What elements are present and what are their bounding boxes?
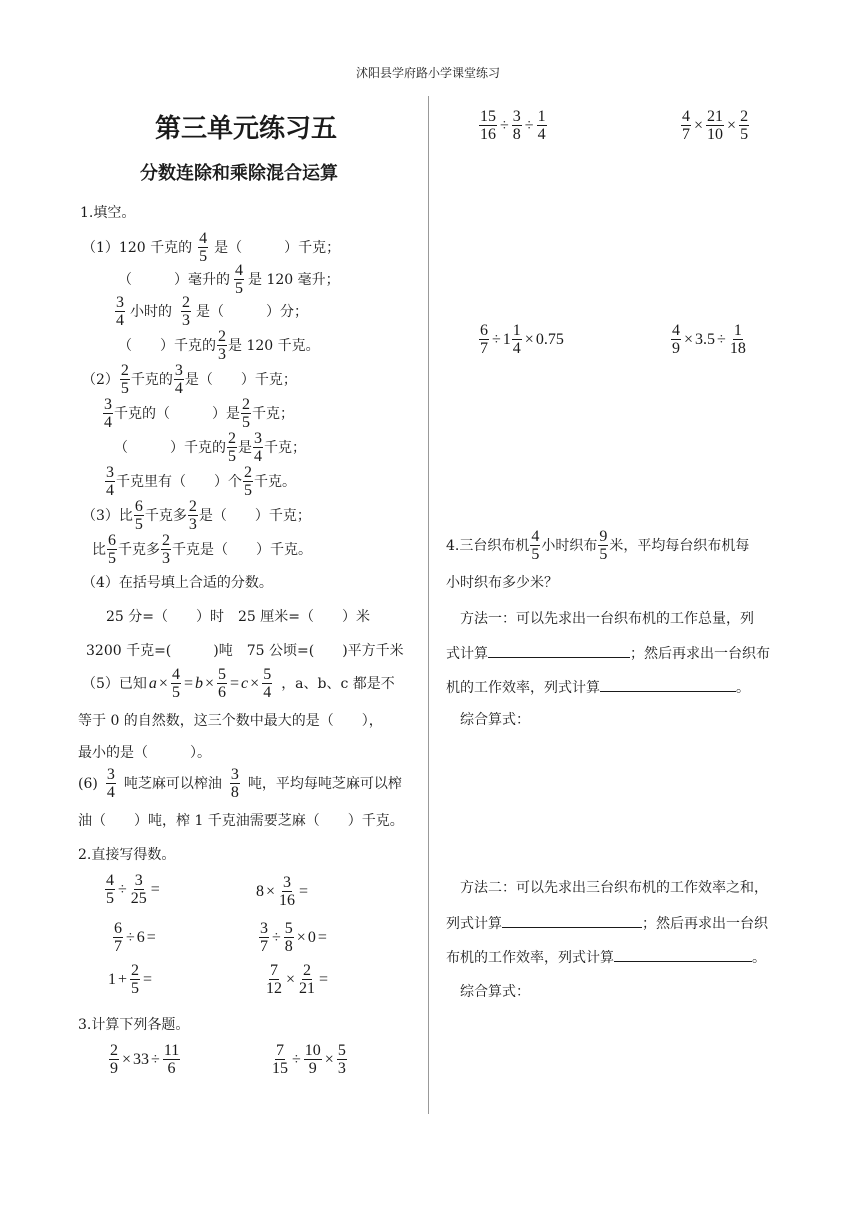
numerator: 3	[106, 766, 115, 783]
numerator: 6	[108, 532, 116, 549]
denominator: 5	[106, 890, 114, 907]
page-title: 第三单元练习五	[155, 114, 338, 144]
denominator: 8	[284, 938, 293, 955]
denominator: 3	[162, 550, 170, 567]
fraction	[188, 498, 198, 533]
number: 3.5	[695, 330, 716, 348]
fraction	[217, 328, 227, 363]
divide-sign: ÷	[272, 928, 281, 946]
answer-blank[interactable]	[502, 913, 642, 928]
denominator: 5	[199, 248, 208, 265]
answer-blank[interactable]	[600, 677, 736, 692]
denominator: 5	[120, 380, 129, 397]
fraction	[227, 430, 237, 465]
equals-sign: =	[150, 880, 160, 898]
text: 是	[238, 439, 252, 456]
fraction	[171, 666, 181, 701]
numerator: 1	[733, 322, 742, 339]
text: 千克。	[254, 473, 296, 490]
numerator: 3	[254, 430, 262, 447]
denominator: 5	[242, 414, 250, 431]
fraction	[598, 528, 608, 563]
q1-line-11: （4）在括号填上合适的分数。	[82, 575, 273, 591]
numerator: 2	[162, 532, 170, 549]
q4-method2-combined: 综合算式：	[460, 984, 530, 1000]
text: 千克多	[144, 507, 187, 524]
denominator: 21	[299, 980, 316, 997]
numerator: 1	[512, 322, 521, 339]
q1-line-14	[82, 666, 395, 701]
denominator: 4	[106, 784, 115, 801]
denominator: 16	[480, 126, 496, 143]
denominator: 10	[707, 126, 724, 143]
equals-sign: =	[146, 928, 156, 946]
q2-expression-2	[256, 874, 310, 909]
numerator: 4	[682, 108, 690, 125]
times-sign: ×	[266, 882, 276, 900]
fraction	[337, 1042, 347, 1077]
text: 吨，平均每吨芝麻可以榨	[247, 775, 402, 792]
denominator: 5	[531, 546, 540, 563]
numerator: 2	[242, 396, 250, 413]
number: 0	[307, 928, 316, 946]
denominator: 4	[104, 414, 112, 431]
text: 吨芝麻可以榨油	[123, 775, 222, 792]
q4-method2-line1: 方法二：可以先求出三台织布机的工作效率之和，	[460, 880, 768, 896]
denominator: 6	[167, 1060, 176, 1077]
numerator: 15	[480, 108, 496, 125]
numerator: 3	[230, 766, 239, 783]
denominator: 6	[218, 684, 227, 701]
q1-line-16: 最小的是（ ）。	[78, 745, 211, 761]
numerator: 4	[531, 528, 540, 545]
plus-sign: +	[118, 970, 128, 988]
text: 千克是（ ）千克。	[172, 541, 312, 558]
q3-expression-4	[680, 108, 750, 143]
numerator: 6	[114, 920, 122, 937]
fraction	[115, 294, 125, 329]
fraction	[262, 666, 272, 701]
denominator: 5	[134, 516, 143, 533]
fraction	[161, 532, 171, 567]
numerator: 2	[218, 328, 226, 345]
fraction	[106, 766, 116, 801]
fraction	[181, 294, 191, 329]
times-sign: ×	[122, 1050, 132, 1068]
numerator: 3	[116, 294, 124, 311]
q3-expression-5	[478, 322, 564, 357]
q1-line-4	[118, 328, 320, 363]
text: 千克的（ ）是	[114, 405, 240, 422]
number: 33	[133, 1050, 150, 1068]
q1-heading: 1.填空。	[80, 205, 136, 221]
denominator: 16	[279, 892, 296, 909]
denominator: 9	[308, 1060, 317, 1077]
fraction	[234, 262, 244, 297]
numerator: 1	[537, 108, 546, 125]
fraction	[230, 766, 240, 801]
text: 。	[736, 680, 750, 696]
fraction	[105, 872, 115, 907]
q4-method2-line3	[446, 947, 766, 967]
numerator: 9	[599, 528, 608, 545]
times-sign: ×	[204, 674, 215, 692]
denominator: 4	[174, 380, 183, 397]
q4-method2-line2	[446, 913, 768, 933]
denominator: 12	[266, 980, 282, 997]
denominator: 7	[682, 126, 690, 143]
q4-line-1	[446, 528, 749, 563]
fraction	[278, 874, 296, 909]
fraction	[103, 396, 113, 431]
q1-line-1	[82, 230, 340, 265]
text: 列式计算	[446, 916, 502, 932]
fraction	[681, 108, 691, 143]
numerator: 3	[174, 362, 183, 379]
numerator: 2	[131, 962, 140, 979]
numerator: 7	[270, 962, 278, 979]
numerator: 2	[110, 1042, 118, 1059]
denominator: 3	[337, 1060, 346, 1077]
numerator: 5	[337, 1042, 346, 1059]
equals-sign: =	[317, 928, 327, 946]
times-sign: ×	[524, 330, 534, 348]
denominator: 4	[263, 684, 272, 701]
text: 比	[92, 541, 106, 558]
q2-expression-1	[104, 872, 162, 907]
text: （1）120 千克的	[82, 239, 193, 256]
divide-sign: ÷	[492, 330, 501, 348]
number: 0.75	[535, 330, 564, 348]
text: （2）	[82, 371, 119, 388]
fraction	[479, 322, 489, 357]
q3-expression-2	[270, 1042, 348, 1077]
numerator: 5	[263, 666, 272, 683]
divide-sign: ÷	[126, 928, 135, 946]
text: 机的工作效率，列式计算	[446, 680, 600, 696]
text: 千克；	[264, 439, 306, 456]
fraction	[729, 322, 747, 357]
divide-sign: ÷	[717, 330, 726, 348]
numerator: 11	[163, 1042, 180, 1059]
variable-a: a	[148, 674, 157, 692]
fraction	[241, 396, 251, 431]
text: 是（ ）千克；	[214, 239, 341, 256]
q4-line-2: 小时织布多少米？	[446, 575, 558, 591]
denominator: 5	[131, 980, 140, 997]
q4-method1-combined: 综合算式：	[460, 712, 530, 728]
numerator: 6	[134, 498, 143, 515]
denominator: 7	[260, 938, 268, 955]
divide-sign: ÷	[118, 880, 127, 898]
denominator: 5	[108, 550, 116, 567]
q1-line-17	[78, 766, 402, 801]
q4-method1-line1: 方法一：可以先求出一台织布机的工作总量，列	[460, 611, 754, 627]
text: （3）比	[82, 507, 133, 524]
text: 4.三台织布机	[446, 537, 530, 554]
denominator: 7	[480, 340, 488, 357]
q1-line-8	[104, 464, 296, 499]
denominator: 18	[729, 340, 746, 357]
fraction	[120, 362, 130, 397]
number: 1	[108, 970, 116, 988]
denominator: 9	[110, 1060, 118, 1077]
fraction	[512, 108, 522, 143]
text: ；然后再求出一台织	[642, 916, 768, 932]
numerator: 6	[480, 322, 488, 339]
text: 是 120 千克。	[228, 337, 320, 354]
numerator: 7	[276, 1042, 284, 1059]
fraction	[253, 430, 263, 465]
whole-part: 1	[502, 330, 511, 348]
denominator: 25	[130, 890, 147, 907]
text: 小时织布	[541, 537, 598, 554]
q2-expression-3	[112, 920, 158, 955]
text: （ ）毫升的	[118, 271, 230, 288]
fraction	[130, 872, 148, 907]
denominator: 5	[599, 546, 608, 563]
q1-line-15: 等于 0 的自然数，这三个数中最大的是（ ），	[78, 713, 383, 729]
denominator: 5	[235, 280, 243, 297]
divide-sign: ÷	[500, 116, 509, 134]
denominator: 8	[230, 784, 239, 801]
numerator: 3	[283, 874, 292, 891]
numerator: 3	[106, 464, 114, 481]
fraction	[243, 464, 253, 499]
fraction	[259, 920, 269, 955]
fraction	[537, 108, 547, 143]
q1-line-12: 25 分=（ ）时 25 厘米=（ ）米	[106, 609, 370, 625]
fraction	[530, 528, 540, 563]
times-sign: ×	[158, 674, 168, 692]
numerator: 3	[260, 920, 268, 937]
page-subtitle: 分数连除和乘除混合运算	[140, 163, 338, 184]
numerator: 21	[707, 108, 724, 125]
q1-line-18: 油（ ）吨，榨 1 千克油需要芝麻（ ）千克。	[78, 813, 404, 829]
denominator: 4	[116, 312, 124, 329]
times-sign: ×	[684, 330, 694, 348]
q2-heading: 2.直接写得数。	[78, 847, 176, 863]
mixed-number	[503, 322, 523, 357]
numerator: 4	[171, 666, 180, 683]
fraction	[113, 920, 123, 955]
text: (6)	[78, 775, 98, 792]
variable-c: c	[241, 674, 249, 692]
q1-line-9	[82, 498, 311, 533]
fraction	[271, 1042, 289, 1077]
q1-line-10	[92, 532, 312, 567]
denominator: 8	[512, 126, 521, 143]
text: 是（ ）分；	[196, 303, 308, 320]
variable-b: b	[194, 674, 203, 692]
denominator: 15	[272, 1060, 288, 1077]
fraction	[217, 666, 227, 701]
numerator: 3	[104, 396, 112, 413]
text: 千克的	[130, 371, 173, 388]
numerator: 4	[106, 872, 114, 889]
denominator: 5	[244, 482, 252, 499]
numerator: 4	[199, 230, 208, 247]
q3-heading: 3.计算下列各题。	[78, 1017, 190, 1033]
numerator: 2	[244, 464, 252, 481]
denominator: 4	[537, 126, 546, 143]
q3-expression-3	[478, 108, 548, 143]
q1-line-7	[114, 430, 306, 465]
page-header: 沭阳县学府路小学课堂练习	[356, 66, 501, 80]
fraction	[105, 464, 115, 499]
denominator: 5	[228, 448, 236, 465]
denominator: 4	[254, 448, 262, 465]
q3-expression-6	[670, 322, 748, 357]
equals-sign: =	[230, 674, 240, 692]
times-sign: ×	[727, 116, 737, 134]
q1-line-13: 3200 千克=( )吨 75 公顷=( )平方千米	[86, 643, 404, 659]
numerator: 5	[284, 920, 293, 937]
denominator: 3	[188, 516, 197, 533]
text: 布机的工作效率，列式计算	[446, 950, 614, 966]
equals-sign: =	[143, 970, 153, 988]
numerator: 2	[188, 498, 197, 515]
number: 8	[256, 882, 264, 900]
numerator: 2	[740, 108, 749, 125]
q1-line-5	[82, 362, 297, 397]
numerator: 5	[218, 666, 227, 683]
denominator: 9	[672, 340, 680, 357]
numerator: 2	[228, 430, 236, 447]
q3-expression-1	[108, 1042, 181, 1077]
times-sign: ×	[324, 1050, 334, 1068]
fraction	[671, 322, 681, 357]
text: 千克；	[252, 405, 294, 422]
number: 6	[136, 928, 145, 946]
fraction	[198, 230, 208, 265]
text: ；然后再求出一台织布	[630, 646, 770, 662]
q1-line-6	[102, 396, 294, 431]
q4-method1-line2	[446, 643, 770, 663]
fraction	[298, 962, 316, 997]
divide-sign: ÷	[524, 116, 534, 134]
equals-sign: =	[299, 882, 309, 900]
denominator: 3	[218, 346, 226, 363]
numerator: 2	[303, 962, 312, 979]
q2-expression-5	[108, 962, 154, 997]
fraction	[479, 108, 497, 143]
text: 。	[752, 950, 766, 966]
fraction	[706, 108, 724, 143]
numerator: 3	[134, 872, 143, 889]
divide-sign: ÷	[151, 1050, 160, 1068]
text: 式计算	[446, 646, 488, 662]
numerator: 3	[512, 108, 521, 125]
q1-line-3	[114, 294, 308, 329]
denominator: 4	[512, 340, 521, 357]
column-divider	[428, 96, 429, 1114]
numerator: 4	[235, 262, 243, 279]
equals-sign: =	[319, 970, 329, 988]
numerator: 2	[182, 294, 190, 311]
equals-sign: =	[183, 674, 193, 692]
denominator: 5	[740, 126, 749, 143]
fraction	[512, 322, 522, 357]
numerator: 4	[672, 322, 680, 339]
fraction	[174, 362, 184, 397]
text: 小时的	[130, 303, 172, 320]
fraction	[130, 962, 140, 997]
text: 是（ ）千克；	[198, 507, 311, 524]
q2-expression-6	[264, 962, 330, 997]
text: 是 120 毫升；	[248, 271, 340, 288]
denominator: 4	[106, 482, 114, 499]
times-sign: ×	[286, 970, 296, 988]
text: 米，平均每台织布机每	[609, 537, 750, 554]
fraction	[163, 1042, 180, 1077]
times-sign: ×	[296, 928, 306, 946]
denominator: 7	[114, 938, 122, 955]
q2-expression-4	[258, 920, 329, 955]
numerator: 2	[120, 362, 129, 379]
text: （ ）千克的	[114, 439, 226, 456]
text: （ ）千克的	[118, 337, 216, 354]
fraction	[134, 498, 144, 533]
fraction	[304, 1042, 322, 1077]
fraction	[107, 532, 117, 567]
times-sign: ×	[694, 116, 704, 134]
text: （5）已知	[82, 675, 147, 692]
text: ，a、b、c 都是不	[281, 675, 395, 692]
numerator: 10	[304, 1042, 321, 1059]
answer-blank[interactable]	[614, 947, 752, 962]
text: 千克多	[118, 541, 160, 558]
fraction	[265, 962, 283, 997]
text: 千克里有（ ）个	[116, 473, 242, 490]
q4-method1-line3	[446, 677, 750, 697]
divide-sign: ÷	[292, 1050, 301, 1068]
q1-line-2	[118, 262, 340, 297]
times-sign: ×	[250, 674, 260, 692]
denominator: 3	[182, 312, 190, 329]
fraction	[739, 108, 749, 143]
answer-blank[interactable]	[488, 643, 630, 658]
fraction	[284, 920, 294, 955]
fraction	[109, 1042, 119, 1077]
text: 是（ ）千克；	[184, 371, 297, 388]
denominator: 5	[171, 684, 180, 701]
